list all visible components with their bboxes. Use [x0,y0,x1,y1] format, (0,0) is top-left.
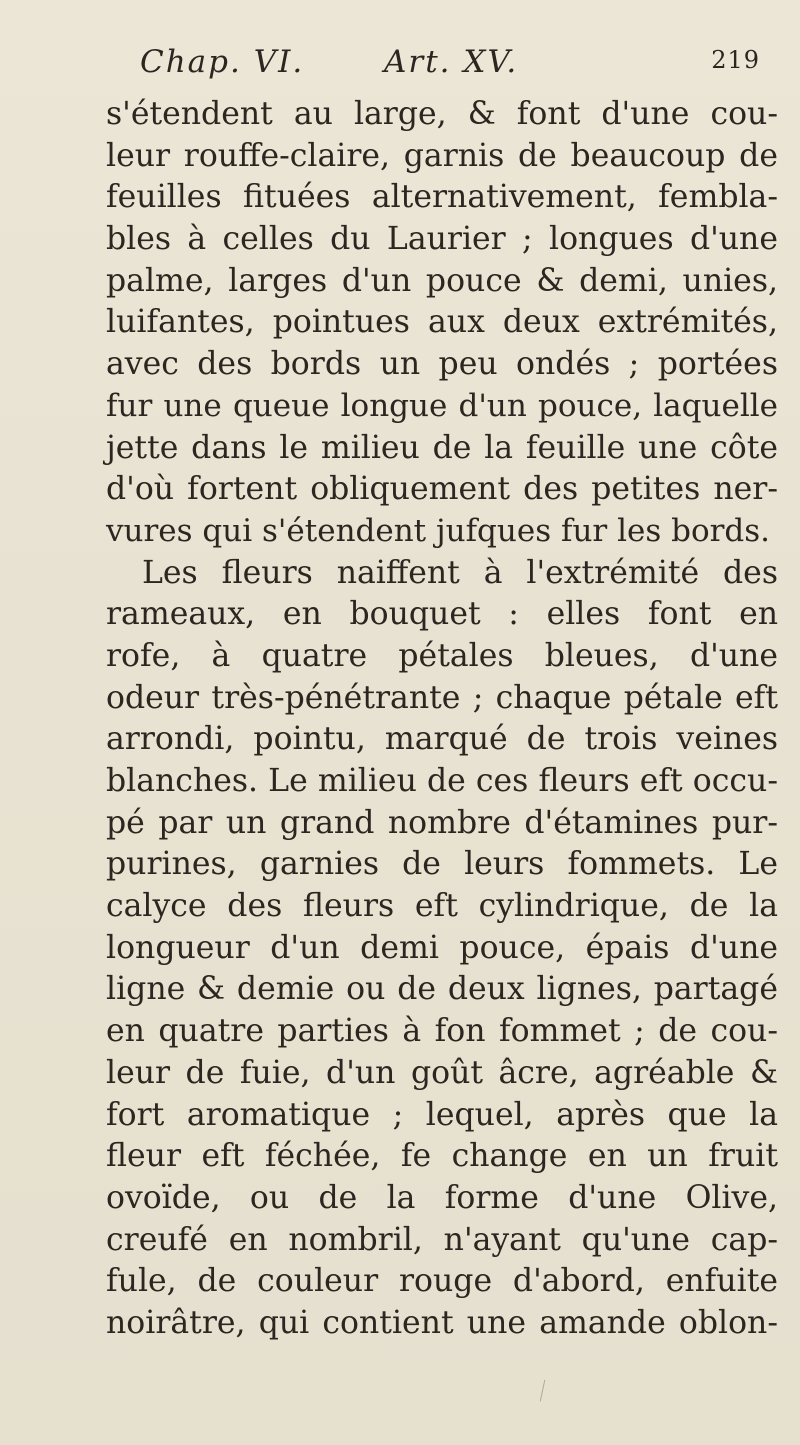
body-text [106,94,778,1345]
text-line: rameaux, en bouquet : elles font en [106,596,778,633]
text-line: noirâtre, qui contient une amande oblon- [106,1304,778,1341]
pencil-mark [540,1380,549,1403]
text-line: ovoïde, ou de la forme d'une Olive, [106,1179,778,1216]
text-line: fort aromatique ; lequel, après que la [106,1096,778,1133]
chapter-heading: Chap. VI. [140,44,305,80]
text-line: d'où fortent obliquement des petites ner- [106,471,778,508]
text-line: fur une queue longue d'un pouce, laquelle [106,387,778,424]
text-line: feuilles fituées alternativement, fembla- [106,179,778,216]
text-line: bles à celles du Laurier ; longues d'une [106,221,778,258]
text-line: calyce des fleurs eft cylindrique, de la [106,888,778,925]
running-head [140,44,760,88]
text-line: odeur très-pénétrante ; chaque pétale eft [106,679,778,716]
text-line: longueur d'un demi pouce, épais d'une [106,929,778,966]
text-line: Les fleurs naiffent à l'extrémité des [142,554,778,591]
article-heading: Art. XV. [384,44,519,80]
text-line: arrondi, pointu, marqué de trois veines [106,721,778,758]
text-line: avec des bords un peu ondés ; portées [106,346,778,383]
text-line: fleur eft féchée, fe change en un fruit [106,1138,778,1175]
text-line: blanches. Le milieu de ces fleurs eft occu- [106,763,778,799]
text-line: luifantes, pointues aux deux extrémités, [106,304,778,341]
text-line: pé par un grand nombre d'étamines pur- [106,804,778,841]
text-line: jette dans le milieu de la feuille une côte [106,429,778,466]
text-line: ligne & demie ou de deux lignes, partagé [106,971,778,1008]
text-line: s'étendent au large, & font d'une cou- [106,96,778,132]
text-line: fule, de couleur rouge d'abord, enfuite [106,1263,778,1300]
text-line: vures qui s'étendent jufques fur les bords. [106,512,771,549]
text-line: rofe, à quatre pétales bleues, d'une [106,637,778,674]
text-line: palme, larges d'un pouce & demi, unies, [106,262,778,299]
text-line: purines, garnies de leurs fommets. Le [106,846,778,883]
text-line: leur de fuie, d'un goût âcre, agréable & [106,1054,778,1091]
text-line: en quatre parties à fon fommet ; de cou- [106,1013,778,1050]
page-number: 219 [711,46,760,74]
text-line: leur rouffe-claire, garnis de beaucoup de [106,137,778,174]
text-line: creufé en nombril, n'ayant qu'une cap- [106,1221,778,1258]
